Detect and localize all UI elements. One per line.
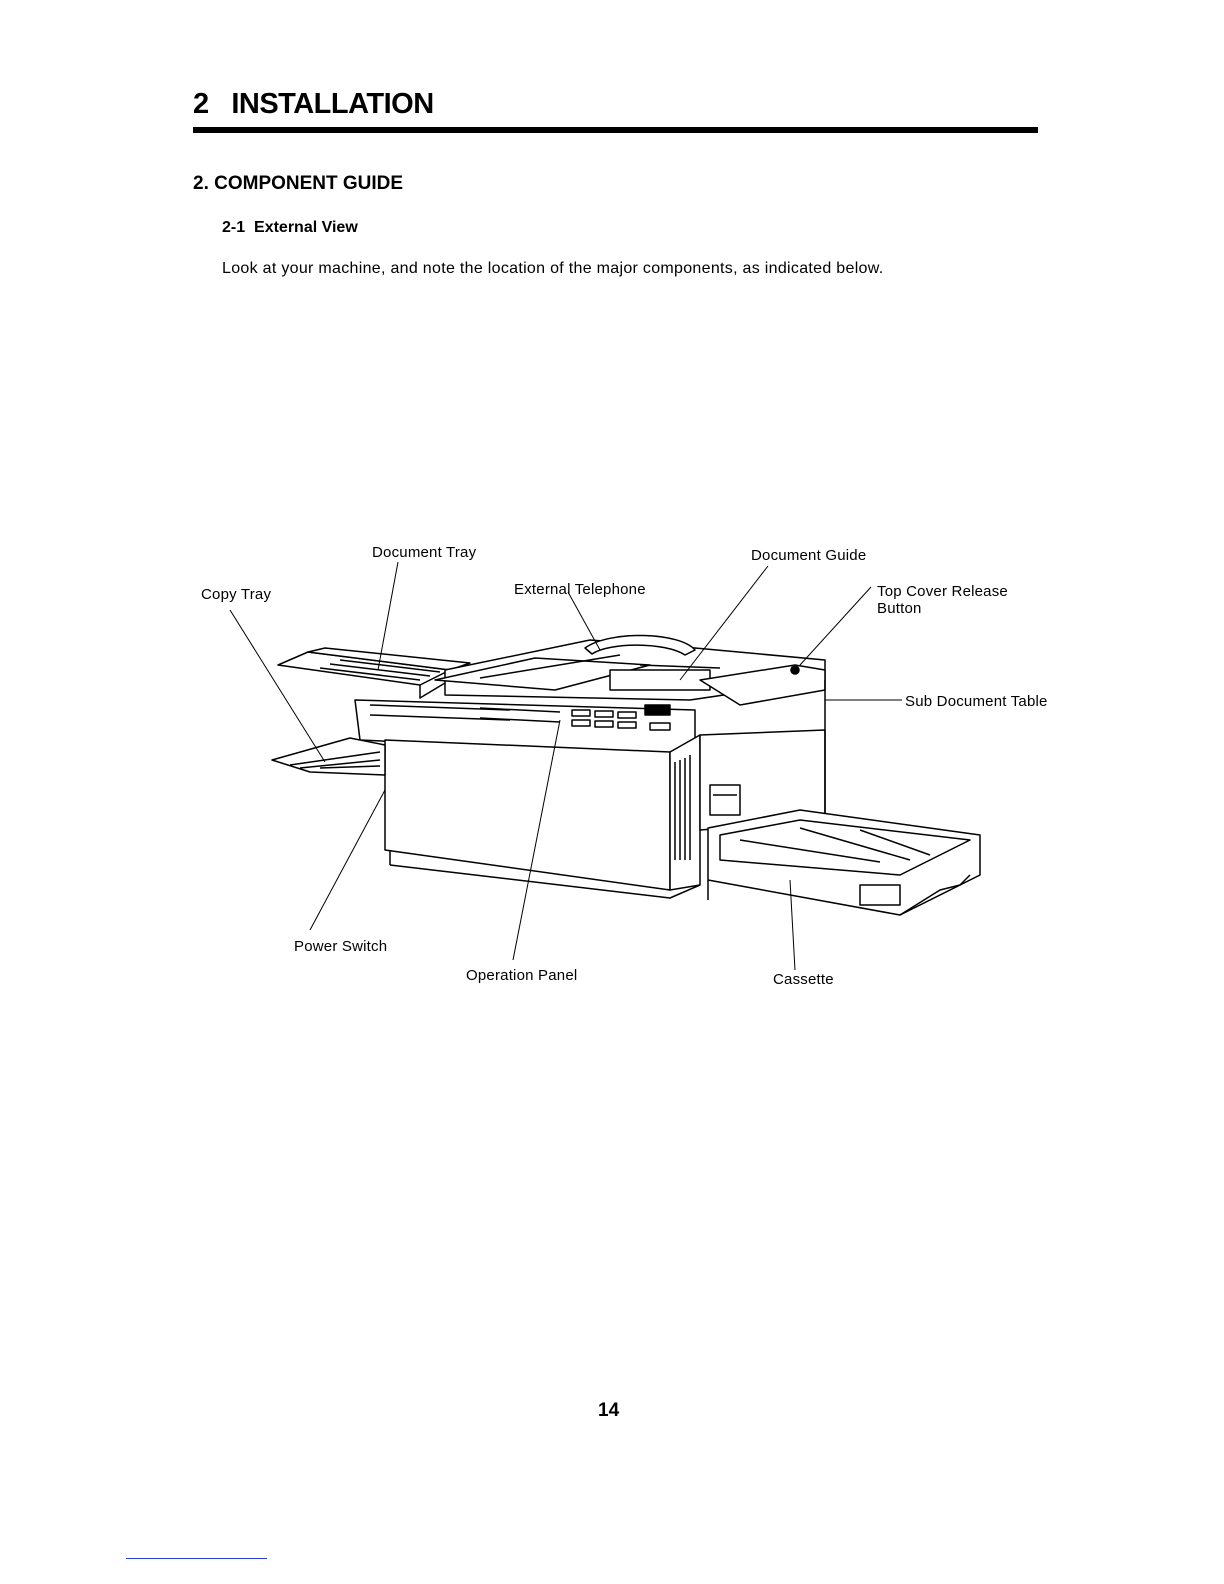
page-number: 14 bbox=[598, 1400, 620, 1421]
subsection-name: External View bbox=[254, 219, 358, 236]
right-body-drawing bbox=[700, 680, 825, 830]
chapter-title bbox=[193, 88, 434, 121]
callout-power-switch: Power Switch bbox=[294, 938, 388, 955]
section-heading: 2. COMPONENT GUIDE bbox=[193, 173, 404, 194]
chapter-rule bbox=[193, 127, 1038, 133]
footer-line bbox=[126, 1558, 267, 1559]
callout-operation-panel: Operation Panel bbox=[466, 967, 578, 984]
callout-document-guide: Document Guide bbox=[751, 547, 867, 564]
document-tray-drawing bbox=[278, 648, 470, 698]
callout-external-telephone: External Telephone bbox=[514, 581, 646, 598]
callout-top-cover-release-line1: Top Cover Release bbox=[877, 583, 1008, 600]
copy-tray-drawing bbox=[272, 738, 385, 775]
callout-document-tray: Document Tray bbox=[372, 544, 477, 561]
chapter-name: INSTALLATION bbox=[231, 88, 434, 120]
subsection-heading bbox=[222, 219, 358, 237]
callout-cassette: Cassette bbox=[773, 971, 834, 988]
chapter-number: 2 bbox=[193, 88, 209, 120]
top-cover-drawing bbox=[435, 635, 825, 705]
cassette-drawing bbox=[708, 810, 980, 915]
callout-sub-document-table: Sub Document Table bbox=[905, 693, 1048, 710]
callout-top-cover-release-line2: Button bbox=[877, 600, 922, 617]
subsection-number: 2-1 bbox=[222, 219, 246, 236]
intro-paragraph: Look at your machine, and note the location of the major components, as indicated below. bbox=[222, 260, 884, 277]
callout-copy-tray: Copy Tray bbox=[201, 586, 272, 603]
fax-machine-figure bbox=[180, 530, 1080, 1010]
main-body-drawing bbox=[355, 700, 700, 898]
callout-top-cover-release-button bbox=[877, 583, 1008, 617]
